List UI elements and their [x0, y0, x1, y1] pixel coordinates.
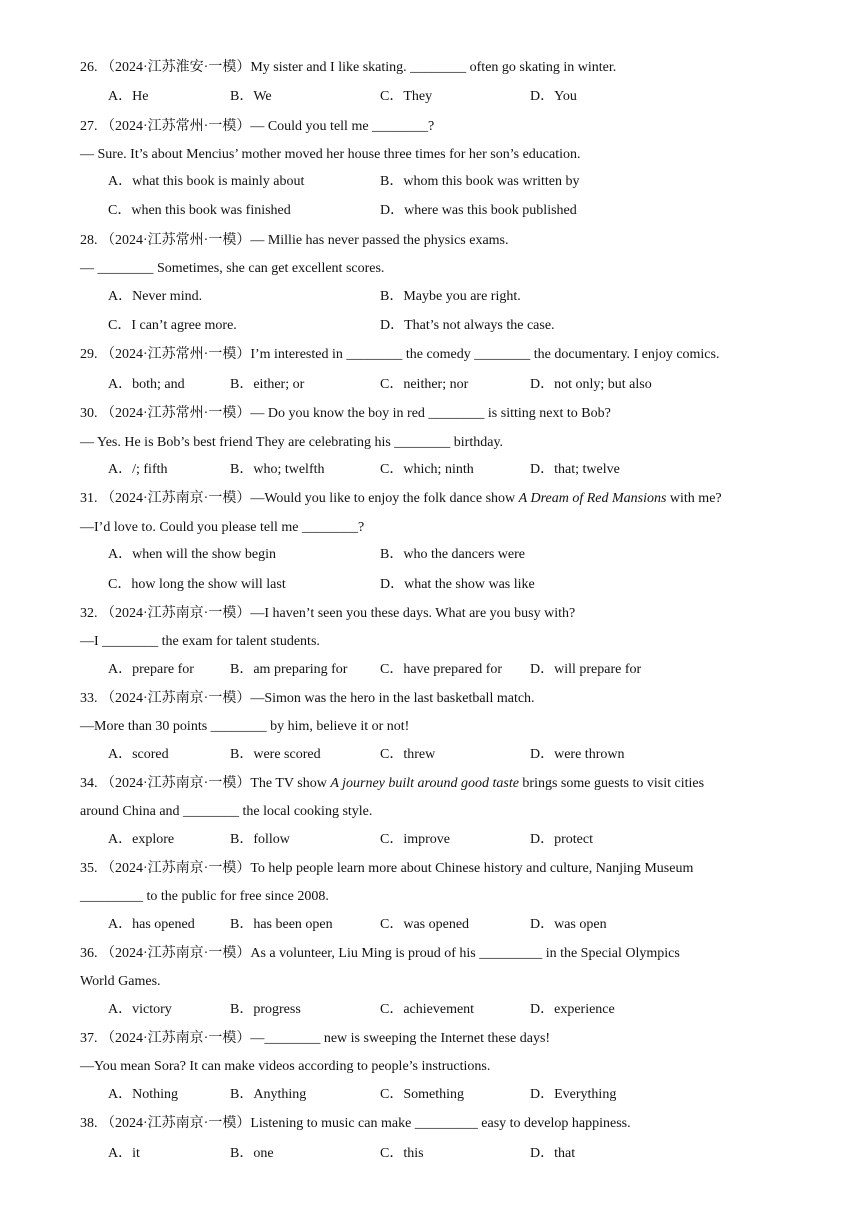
- question-37-line-1: [80, 1029, 550, 1049]
- question-38-line-1: [80, 1114, 631, 1134]
- question-number: 27.: [80, 119, 101, 134]
- option-d[interactable]: D．that; twelve: [530, 462, 620, 477]
- question-36-line-1: [80, 944, 680, 964]
- question-number: 35.: [80, 861, 101, 876]
- question-source: （2024·江苏南京·一模）: [101, 1031, 251, 1046]
- question-number: 30.: [80, 406, 101, 421]
- option-c[interactable]: C．achievement: [380, 1002, 475, 1017]
- option-d[interactable]: D．You: [530, 89, 577, 104]
- option-d[interactable]: D．what the show was like: [380, 577, 535, 592]
- question-text: — Could you tell me ________?: [250, 119, 435, 134]
- question-number: 34.: [80, 776, 101, 791]
- question-text: — ________ Sometimes, she can get excellent scores.: [80, 261, 385, 276]
- question-text: —I ________ the exam for talent students.: [80, 634, 320, 649]
- question-30-line-1: [80, 404, 611, 424]
- option-d[interactable]: D．where was this book published: [380, 203, 577, 218]
- question-source: （2024·江苏常州·一模）: [101, 119, 251, 134]
- question-number: 33.: [80, 691, 101, 706]
- question-32-options: [0, 660, 860, 680]
- question-35-options: [0, 915, 860, 935]
- option-a[interactable]: A．both; and: [108, 377, 185, 392]
- option-c[interactable]: C．which; ninth: [380, 462, 474, 477]
- option-b[interactable]: B．We: [230, 89, 272, 104]
- question-28-line-2: [80, 259, 384, 279]
- option-b[interactable]: B．am preparing for: [230, 662, 348, 677]
- question-30-options: [0, 460, 860, 480]
- question-29-line-1: [80, 345, 719, 365]
- question-source: （2024·江苏南京·一模）: [101, 606, 251, 621]
- option-a[interactable]: A．when will the show begin: [108, 547, 276, 562]
- question-number: 31.: [80, 491, 101, 506]
- question-32-line-2: [80, 632, 320, 652]
- question-33-line-2: [80, 717, 409, 737]
- option-a[interactable]: A．Nothing: [108, 1087, 178, 1102]
- option-d[interactable]: D．protect: [530, 832, 593, 847]
- option-c[interactable]: C．have prepared for: [380, 662, 503, 677]
- question-text: —More than 30 points ________ by him, believe it or not!: [80, 719, 410, 734]
- option-b[interactable]: B．who; twelfth: [230, 462, 325, 477]
- question-text: My sister and I like skating. ________ often go skating in winter.: [250, 60, 617, 75]
- option-c[interactable]: C．Something: [380, 1087, 465, 1102]
- option-c[interactable]: C．when this book was finished: [108, 203, 291, 218]
- question-text: _________ to the public for free since 2008.: [80, 889, 329, 904]
- question-source: （2024·江苏南京·一模）: [101, 491, 251, 506]
- question-number: 28.: [80, 233, 101, 248]
- question-text: —Simon was the hero in the last basketball match.: [250, 691, 535, 706]
- option-a[interactable]: A．has opened: [108, 917, 195, 932]
- question-37-options: [0, 1085, 860, 1105]
- option-c[interactable]: C．was opened: [380, 917, 470, 932]
- option-b[interactable]: B．either; or: [230, 377, 305, 392]
- question-27-line-1: [80, 117, 434, 137]
- option-d[interactable]: D．that: [530, 1146, 576, 1161]
- option-d[interactable]: D．were thrown: [530, 747, 625, 762]
- option-c[interactable]: C．neither; nor: [380, 377, 469, 392]
- option-d[interactable]: D．Everything: [530, 1087, 617, 1102]
- option-a[interactable]: A．prepare for: [108, 662, 194, 677]
- question-text: —________ new is sweeping the Internet these days!: [250, 1031, 551, 1046]
- option-b[interactable]: B．were scored: [230, 747, 321, 762]
- question-text: —I’d love to. Could you please tell me ________?: [80, 520, 365, 535]
- question-number: 29.: [80, 347, 101, 362]
- option-b[interactable]: B．Maybe you are right.: [380, 289, 521, 304]
- question-text: To help people learn more about Chinese history and culture, Nanjing Museum: [250, 861, 694, 876]
- question-29-options: [0, 375, 860, 395]
- option-c[interactable]: C．I can’t agree more.: [108, 318, 237, 333]
- question-text: with me?: [666, 491, 722, 506]
- option-d[interactable]: D．not only; but also: [530, 377, 652, 392]
- question-28-options: [0, 316, 860, 336]
- question-text: —You mean Sora? It can make videos according to people’s instructions.: [80, 1059, 491, 1074]
- question-number: 36.: [80, 946, 101, 961]
- question-text: — Yes. He is Bob’s best friend They are celebrating his ________ birthday.: [80, 435, 504, 450]
- option-c[interactable]: C．this: [380, 1146, 424, 1161]
- question-27-options: [0, 172, 860, 192]
- question-number: 26.: [80, 60, 101, 75]
- question-text: brings some guests to visit cities: [518, 776, 705, 791]
- option-b[interactable]: B．Anything: [230, 1087, 307, 1102]
- question-text: — Millie has never passed the physics exams.: [250, 233, 509, 248]
- question-number: 38.: [80, 1116, 101, 1131]
- question-27-options: [0, 201, 860, 221]
- option-a[interactable]: A．victory: [108, 1002, 172, 1017]
- question-33-line-1: [80, 689, 535, 709]
- option-b[interactable]: B．who the dancers were: [380, 547, 526, 562]
- question-38-options: [0, 1144, 860, 1164]
- question-source: （2024·江苏常州·一模）: [101, 406, 251, 421]
- question-text: — Sure. It’s about Mencius’ mother moved her house three times for her son’s education.: [80, 147, 581, 162]
- question-source: （2024·江苏南京·一模）: [101, 1116, 251, 1131]
- question-31-options: [0, 575, 860, 595]
- option-c[interactable]: C．how long the show will last: [108, 577, 286, 592]
- option-a[interactable]: A．scored: [108, 747, 169, 762]
- question-35-line-1: [80, 859, 693, 879]
- question-31-line-2: [80, 518, 364, 538]
- question-31-options: [0, 545, 860, 565]
- question-source: （2024·江苏常州·一模）: [101, 233, 251, 248]
- option-b[interactable]: B．progress: [230, 1002, 301, 1017]
- option-b[interactable]: B．one: [230, 1146, 274, 1161]
- question-30-line-2: [80, 433, 503, 453]
- question-34-line-2: [80, 802, 372, 822]
- question-source: （2024·江苏南京·一模）: [101, 776, 251, 791]
- question-text: Listening to music can make _________ easy to develop happiness.: [250, 1116, 631, 1131]
- question-26-options: [0, 87, 860, 107]
- option-b[interactable]: B．follow: [230, 832, 290, 847]
- option-d[interactable]: D．That’s not always the case.: [380, 318, 555, 333]
- question-text: —Would you like to enjoy the folk dance show: [250, 491, 519, 506]
- option-b[interactable]: B．has been open: [230, 917, 333, 932]
- question-source: （2024·江苏常州·一模）: [101, 347, 251, 362]
- question-source: （2024·江苏南京·一模）: [101, 691, 251, 706]
- question-text: As a volunteer, Liu Ming is proud of his _________ in the Special Olympics: [250, 946, 680, 961]
- option-d[interactable]: D．experience: [530, 1002, 615, 1017]
- option-a[interactable]: A．Never mind.: [108, 289, 203, 304]
- option-a[interactable]: A．what this book is mainly about: [108, 174, 305, 189]
- option-a[interactable]: A．He: [108, 89, 149, 104]
- question-34-options: [0, 830, 860, 850]
- question-35-line-2: [80, 887, 329, 907]
- question-text: I’m interested in ________ the comedy ________ the documentary. I enjoy comics.: [250, 347, 720, 362]
- question-26-line-1: [80, 58, 616, 78]
- question-text: — Do you know the boy in red ________ is sitting next to Bob?: [250, 406, 611, 421]
- question-28-options: [0, 287, 860, 307]
- question-27-line-2: [80, 145, 581, 165]
- question-source: （2024·江苏南京·一模）: [101, 946, 251, 961]
- option-c[interactable]: C．improve: [380, 832, 450, 847]
- question-31-line-1: [80, 489, 722, 509]
- question-33-options: [0, 745, 860, 765]
- show-title: A Dream of Red Mansions: [518, 491, 667, 506]
- question-number: 32.: [80, 606, 101, 621]
- question-37-line-2: [80, 1057, 490, 1077]
- question-source: （2024·江苏南京·一模）: [101, 861, 251, 876]
- option-a[interactable]: A．/; fifth: [108, 462, 168, 477]
- question-36-line-2: [80, 972, 161, 992]
- question-36-options: [0, 1000, 860, 1020]
- question-text: World Games.: [80, 974, 161, 989]
- question-text: around China and ________ the local cooking style.: [80, 804, 373, 819]
- question-source: （2024·江苏淮安·一模）: [101, 60, 251, 75]
- question-text: —I haven’t seen you these days. What are you busy with?: [250, 606, 576, 621]
- question-text: The TV show: [250, 776, 331, 791]
- option-c[interactable]: C．threw: [380, 747, 436, 762]
- option-a[interactable]: A．explore: [108, 832, 175, 847]
- question-34-line-1: [80, 774, 704, 794]
- question-number: 37.: [80, 1031, 101, 1046]
- option-c[interactable]: C．They: [380, 89, 433, 104]
- option-b[interactable]: B．whom this book was written by: [380, 174, 580, 189]
- question-28-line-1: [80, 231, 509, 251]
- option-a[interactable]: A．it: [108, 1146, 140, 1161]
- show-title: A journey built around good taste: [330, 776, 519, 791]
- option-d[interactable]: D．was open: [530, 917, 607, 932]
- question-32-line-1: [80, 604, 575, 624]
- option-d[interactable]: D．will prepare for: [530, 662, 642, 677]
